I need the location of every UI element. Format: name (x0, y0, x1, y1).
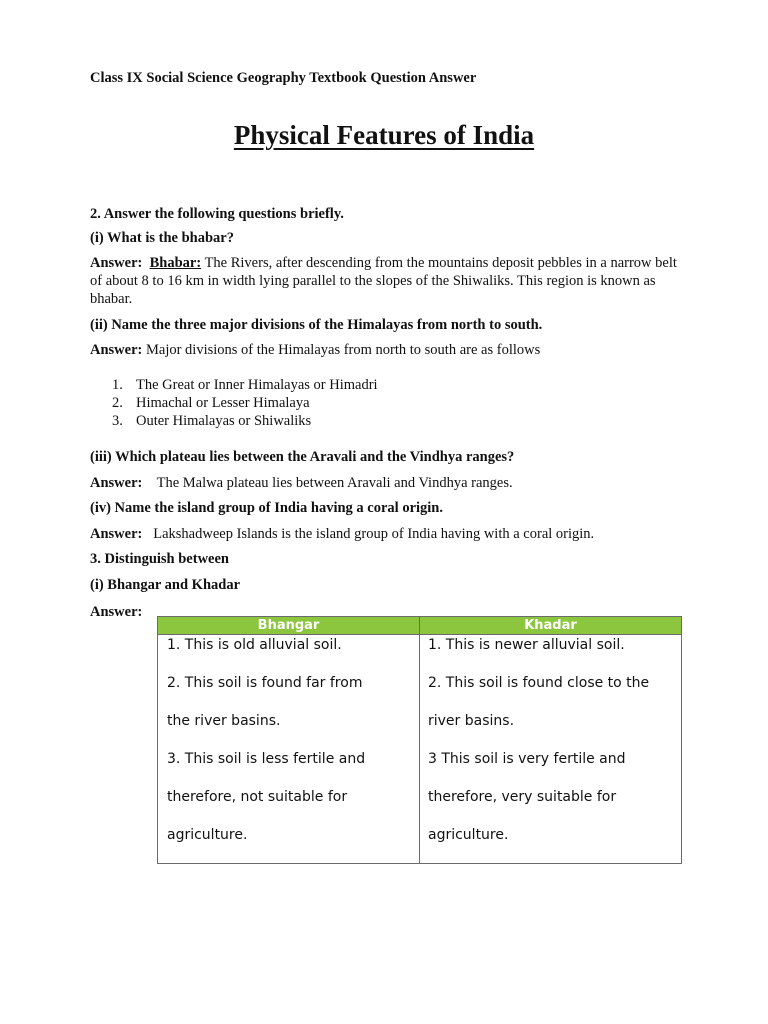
list-number: 1. (112, 377, 123, 393)
document-header: Class IX Social Science Geography Textbook Question Answer (90, 70, 477, 86)
table-cell-line: therefore, very suitable for (428, 789, 617, 805)
table-cell-line: the river basins. (167, 713, 281, 729)
section-heading-2: 2. Answer the following questions briefly. (90, 206, 344, 222)
list-text: Himachal or Lesser Himalaya (136, 395, 310, 411)
list-number: 2. (112, 395, 123, 411)
answer-iii (90, 474, 513, 492)
table-cell-line: agriculture. (428, 827, 509, 843)
table-header-bhangar: Bhangar (257, 618, 320, 633)
question-iii: (iii) Which plateau lies between the Aravali and the Vindhya ranges? (90, 449, 515, 465)
answer-label: Answer: (90, 475, 143, 491)
table-column-divider (419, 617, 420, 863)
list-text: The Great or Inner Himalayas or Himadri (136, 377, 378, 393)
table-cell-line: 1. This is newer alluvial soil. (428, 637, 625, 653)
list-item (112, 412, 311, 430)
table-cell-line: 1. This is old alluvial soil. (167, 637, 342, 653)
answer-label: Answer: (90, 526, 143, 542)
page-title: Physical Features of India (233, 120, 535, 150)
answer-iii-text: The Malwa plateau lies between Aravali and Vindhya ranges. (156, 475, 513, 491)
answer-label: Answer: (90, 342, 143, 358)
question-3-i: (i) Bhangar and Khadar (90, 577, 241, 593)
table-cell-line: 2. This soil is found close to the (428, 675, 650, 691)
question-ii: (ii) Name the three major divisions of the Himalayas from north to south. (90, 317, 543, 333)
answer-i (90, 254, 690, 308)
answer-i-text: The Rivers, after descending from the mountains deposit pebbles in a narrow belt of about 8 to 16 km in width lying parallel to the slopes of the Shiwaliks. This region is known as bhabar. (90, 255, 677, 307)
table-cell-line: 3 This soil is very fertile and (428, 751, 626, 767)
table-header-khadar: Khadar (524, 618, 577, 633)
question-iv: (iv) Name the island group of India having a coral origin. (90, 500, 443, 516)
section-heading-3: 3. Distinguish between (90, 551, 229, 567)
answer-term-bhabar: Bhabar: (149, 255, 202, 271)
table-cell-line: therefore, not suitable for (167, 789, 348, 805)
question-i: (i) What is the bhabar? (90, 230, 234, 246)
table-cell-line: 3. This soil is less fertile and (167, 751, 366, 767)
list-number: 3. (112, 413, 123, 429)
answer-label-3: Answer: (90, 604, 143, 620)
answer-ii (90, 341, 540, 359)
list-text: Outer Himalayas or Shiwaliks (136, 413, 312, 429)
answer-iv-text: Lakshadweep Islands is the island group of India having with a coral origin. (153, 526, 595, 542)
table-cell-line: 2. This soil is found far from (167, 675, 363, 691)
table-cell-line: river basins. (428, 713, 515, 729)
answer-label: Answer: (90, 255, 143, 271)
list-item (112, 376, 378, 394)
list-item (112, 394, 310, 412)
answer-iv (90, 525, 594, 543)
comparison-table (157, 616, 682, 864)
table-cell-line: agriculture. (167, 827, 248, 843)
answer-ii-text: Major divisions of the Himalayas from north to south are as follows (145, 342, 541, 358)
